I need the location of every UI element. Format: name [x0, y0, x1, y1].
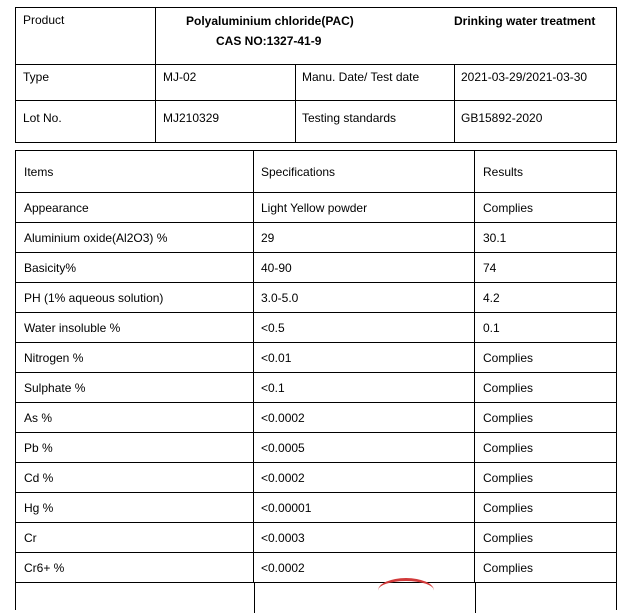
product-name: Polyaluminium chloride(PAC)	[186, 14, 354, 28]
result-cell	[475, 223, 616, 252]
spec-cell	[254, 223, 475, 252]
table-row	[16, 313, 616, 343]
spec-text: 3.0-5.0	[261, 290, 299, 305]
item-text: Nitrogen %	[24, 350, 84, 365]
header-results	[475, 151, 616, 192]
item-cell	[16, 433, 254, 462]
item-cell	[16, 373, 254, 402]
spec-cell	[254, 253, 475, 282]
header-divider-v3	[295, 64, 296, 142]
spec-text: <0.1	[261, 380, 285, 395]
item-cell	[16, 403, 254, 432]
item-text: Cd %	[24, 470, 54, 485]
spec-cell	[254, 193, 475, 222]
result-text: Complies	[483, 380, 534, 395]
result-cell	[475, 193, 616, 222]
result-cell	[475, 313, 616, 342]
table-row	[16, 223, 616, 253]
spec-text: <0.00001	[261, 500, 312, 515]
header-specifications	[254, 151, 475, 192]
result-cell	[475, 523, 616, 552]
product-label: Product	[23, 13, 65, 27]
result-cell	[475, 373, 616, 402]
spec-text: Light Yellow powder	[261, 200, 368, 215]
item-cell	[16, 253, 254, 282]
spec-cell	[254, 433, 475, 462]
spec-text: <0.5	[261, 320, 285, 335]
header-items	[16, 151, 254, 192]
result-text: Complies	[483, 470, 534, 485]
item-text: Cr	[24, 530, 37, 545]
stamp-fragment	[378, 578, 434, 603]
result-text: Complies	[483, 500, 534, 515]
cas-number: CAS NO:1327-41-9	[216, 34, 322, 48]
spec-text: <0.01	[261, 350, 292, 365]
result-text: Complies	[483, 410, 534, 425]
spec-cell	[254, 523, 475, 552]
item-text: PH (1% aqueous solution)	[24, 290, 164, 305]
result-text: 74	[483, 260, 497, 275]
result-text: 30.1	[483, 230, 507, 245]
spec-cell	[254, 313, 475, 342]
table-row	[16, 493, 616, 523]
table-row	[16, 193, 616, 223]
result-text: Complies	[483, 200, 534, 215]
result-text: Complies	[483, 530, 534, 545]
table-row	[16, 283, 616, 313]
item-text: Water insoluble %	[24, 320, 121, 335]
spec-text: 40-90	[261, 260, 292, 275]
header-specifications-text: Specifications	[261, 164, 336, 179]
spec-cell	[254, 283, 475, 312]
spec-cell	[254, 493, 475, 522]
item-cell	[16, 523, 254, 552]
item-cell	[16, 223, 254, 252]
spec-cell	[254, 343, 475, 372]
item-cell	[16, 343, 254, 372]
table-row	[16, 343, 616, 373]
result-cell	[475, 283, 616, 312]
table-row	[16, 403, 616, 433]
product-header-block	[15, 7, 617, 143]
result-cell	[475, 433, 616, 462]
table-row	[16, 433, 616, 463]
type-value: MJ-02	[163, 70, 197, 84]
item-cell	[16, 493, 254, 522]
result-text: Complies	[483, 440, 534, 455]
result-cell	[475, 493, 616, 522]
item-cell	[16, 283, 254, 312]
result-text: Complies	[483, 560, 534, 575]
table-row	[16, 523, 616, 553]
result-text: Complies	[483, 350, 534, 365]
header-divider-h1	[16, 64, 616, 65]
item-cell	[16, 553, 254, 582]
lot-value: MJ210329	[163, 111, 220, 125]
header-divider-v4	[454, 64, 455, 142]
item-cell	[16, 313, 254, 342]
item-text: Aluminium oxide(Al2O3) %	[24, 230, 168, 245]
table-row	[16, 373, 616, 403]
spec-cell	[254, 403, 475, 432]
item-text: Appearance	[24, 200, 89, 215]
header-results-text: Results	[483, 164, 524, 179]
table-header-row	[16, 151, 616, 193]
spec-text: <0.0003	[261, 530, 305, 545]
spec-text: 29	[261, 230, 275, 245]
type-label: Type	[23, 70, 50, 84]
table-row	[16, 463, 616, 493]
date-value: 2021-03-29/2021-03-30	[461, 70, 588, 84]
result-text: 0.1	[483, 320, 500, 335]
header-divider-h2	[16, 100, 616, 101]
spec-cell	[254, 553, 475, 582]
item-cell	[16, 463, 254, 492]
item-text: Cr6+ %	[24, 560, 65, 575]
item-cell	[16, 193, 254, 222]
result-cell	[475, 553, 616, 582]
item-text: As %	[24, 410, 53, 425]
header-divider-v1	[155, 8, 156, 65]
spec-text: <0.0002	[261, 560, 305, 575]
spec-text: <0.0005	[261, 440, 305, 455]
table-row	[16, 253, 616, 283]
item-text: Pb %	[24, 440, 53, 455]
result-cell	[475, 403, 616, 432]
table-row	[16, 553, 616, 583]
result-cell	[475, 253, 616, 282]
header-items-text: Items	[24, 164, 54, 179]
spec-text: <0.0002	[261, 470, 305, 485]
standard-label: Testing standards	[302, 111, 397, 125]
date-label: Manu. Date/ Test date	[302, 70, 420, 84]
spec-text: <0.0002	[261, 410, 305, 425]
spec-cell	[254, 373, 475, 402]
result-cell	[475, 463, 616, 492]
item-text: Sulphate %	[24, 380, 86, 395]
spec-cell	[254, 463, 475, 492]
specification-table	[15, 150, 617, 610]
item-text: Basicity%	[24, 260, 77, 275]
header-divider-v2	[155, 64, 156, 142]
result-text: 4.2	[483, 290, 500, 305]
standard-value: GB15892-2020	[461, 111, 543, 125]
result-cell	[475, 343, 616, 372]
lot-label: Lot No.	[23, 111, 62, 125]
product-usage: Drinking water treatment	[454, 14, 596, 28]
item-text: Hg %	[24, 500, 54, 515]
